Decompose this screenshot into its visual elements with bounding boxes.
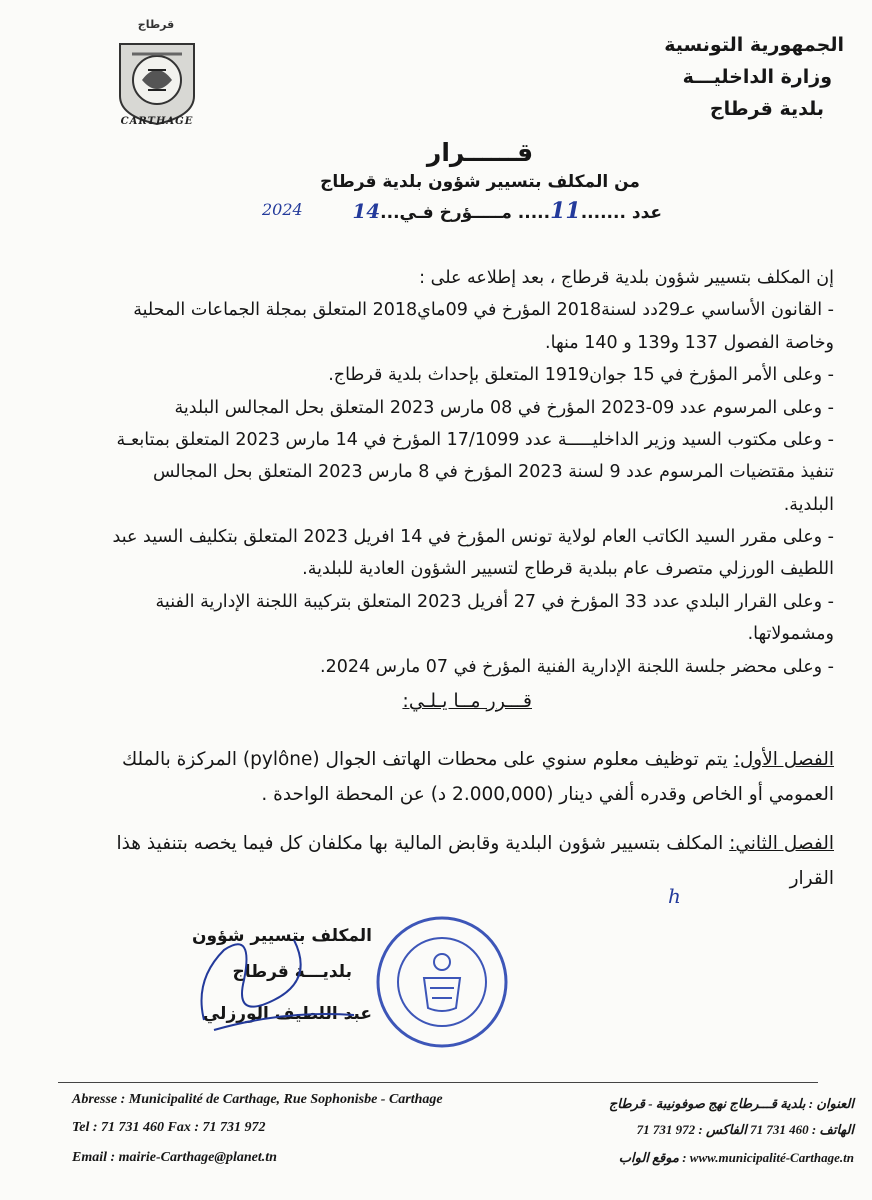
number-prefix: عدد ....... bbox=[580, 203, 662, 223]
legal-reference-item: - وعلى محضر جلسة اللجنة الإدارية الفنية المؤرخ في 07 مارس 2024. bbox=[319, 656, 834, 677]
handwritten-year: 2024 bbox=[262, 200, 303, 219]
legal-reference-item: - وعلى مكتوب السيد وزير الداخليـــــة عدد 17/1099 المؤرخ في 14 مارس 2023 المتعلق بمتابعـة تنفيذ مقتضيات المرسوم عدد 9 لسنة 2023 المؤرخ في 8 مارس 2023 المتعلق بحل المجالس البلدية. bbox=[116, 429, 834, 515]
legal-reference-item: - وعلى الأمر المؤرخ في 15 جوان1919 المتعلق بإحداث بلدية قرطاج. bbox=[328, 365, 834, 386]
footer-website-ar: www.municipalité-Carthage.tn : موقع الواب bbox=[618, 1150, 854, 1165]
legal-reference-item: - القانون الأساسي عـ29دد لسنة2018 المؤرخ في 09ماي2018 المتعلق بمجلة الجماعات المحلية وخاصة الفصول 137 و139 و 140 منها. bbox=[133, 300, 834, 353]
legal-reference-item: - وعلى مقرر السيد الكاتب العام لولاية تونس المؤرخ في 14 افريل 2023 المتعلق بتكليف السيد عبد اللطيف الورزلي متصرف عام ببلدية قرطاج لتسيير الشؤون العادية للبلدية. bbox=[112, 527, 834, 580]
republic-heading: الجمهورية التونسية bbox=[664, 34, 844, 56]
signatory-name: عبد اللطيف الورزلي bbox=[202, 1004, 372, 1024]
decision-subtitle: من المكلف بتسيير شؤون بلدية قرطاج bbox=[320, 172, 640, 192]
handwritten-date: 14 bbox=[352, 199, 381, 223]
official-stamp-icon bbox=[372, 912, 512, 1052]
footer-phone-ar: الهاتف : 460 731 71 الفاكس : 972 731 71 bbox=[636, 1122, 854, 1137]
footer-email-fr: Email : mairie-Carthage@planet.tn bbox=[72, 1150, 277, 1165]
handwritten-initials: h bbox=[668, 884, 681, 908]
decision-heading: قـــرر مــا يـلـي: bbox=[402, 690, 532, 712]
legal-reference-item: - وعلى المرسوم عدد 09-2023 المؤرخ في 08 مارس 2023 المتعلق بحل المجالس البلدية bbox=[174, 397, 834, 418]
logo-arabic-text: قرطاج bbox=[137, 18, 175, 31]
date-prefix: ..... مـــــؤرخ فـي... bbox=[380, 203, 551, 223]
footer-address-ar: العنوان : بلدية قـــرطاج نهج صوفونيبة - قرطاج bbox=[608, 1096, 854, 1111]
reference-line bbox=[352, 198, 662, 224]
footer-address-fr: Abresse : Municipalité de Carthage, Rue Sophonisbe - Carthage bbox=[72, 1092, 443, 1107]
municipality-heading: بلدية قرطاج bbox=[709, 98, 824, 120]
signature-scribble bbox=[184, 920, 374, 1040]
article-one-label: الفصل الأول: bbox=[733, 749, 834, 770]
article-two bbox=[100, 826, 834, 896]
decision-title: قــــــرار bbox=[426, 138, 534, 167]
handwritten-number: 11 bbox=[550, 198, 581, 224]
article-one-text: يتم توظيف معلوم سنوي على محطات الهاتف الجوال (pylône) المركزة بالملك العمومي أو الخاص وقدره ألفي دينار (2.000,000 د) عن المحطة الواحدة . bbox=[121, 749, 834, 806]
document-body bbox=[100, 262, 834, 683]
footer-phone-fr: Tel : 71 731 460 Fax : 71 731 972 bbox=[72, 1120, 266, 1135]
signatory-municipality: بلديـــة قرطاج bbox=[232, 962, 352, 982]
article-two-text: المكلف بتسيير شؤون البلدية وقابض المالية بها مكلفان كل فيما يخصه بتنفيذ هذا القرار bbox=[116, 833, 834, 890]
article-one bbox=[100, 742, 834, 812]
articles bbox=[100, 742, 834, 897]
ministry-heading: وزارة الداخليـــة bbox=[682, 66, 832, 88]
signatory-title: المكلف بتسيير شؤون bbox=[191, 926, 372, 946]
logo-latin-text: CARTHAGE bbox=[120, 116, 194, 127]
article-two-label: الفصل الثاني: bbox=[729, 833, 834, 855]
legal-reference-item: - وعلى القرار البلدي عدد 33 المؤرخ في 27 أفريل 2023 المتعلق بتركيبة اللجنة الإدارية الفنية ومشمولاتها. bbox=[155, 591, 834, 645]
footer-divider bbox=[58, 1082, 818, 1083]
intro-paragraph: إن المكلف بتسيير شؤون بلدية قرطاج ، بعد إطلاعه على : bbox=[419, 268, 834, 288]
